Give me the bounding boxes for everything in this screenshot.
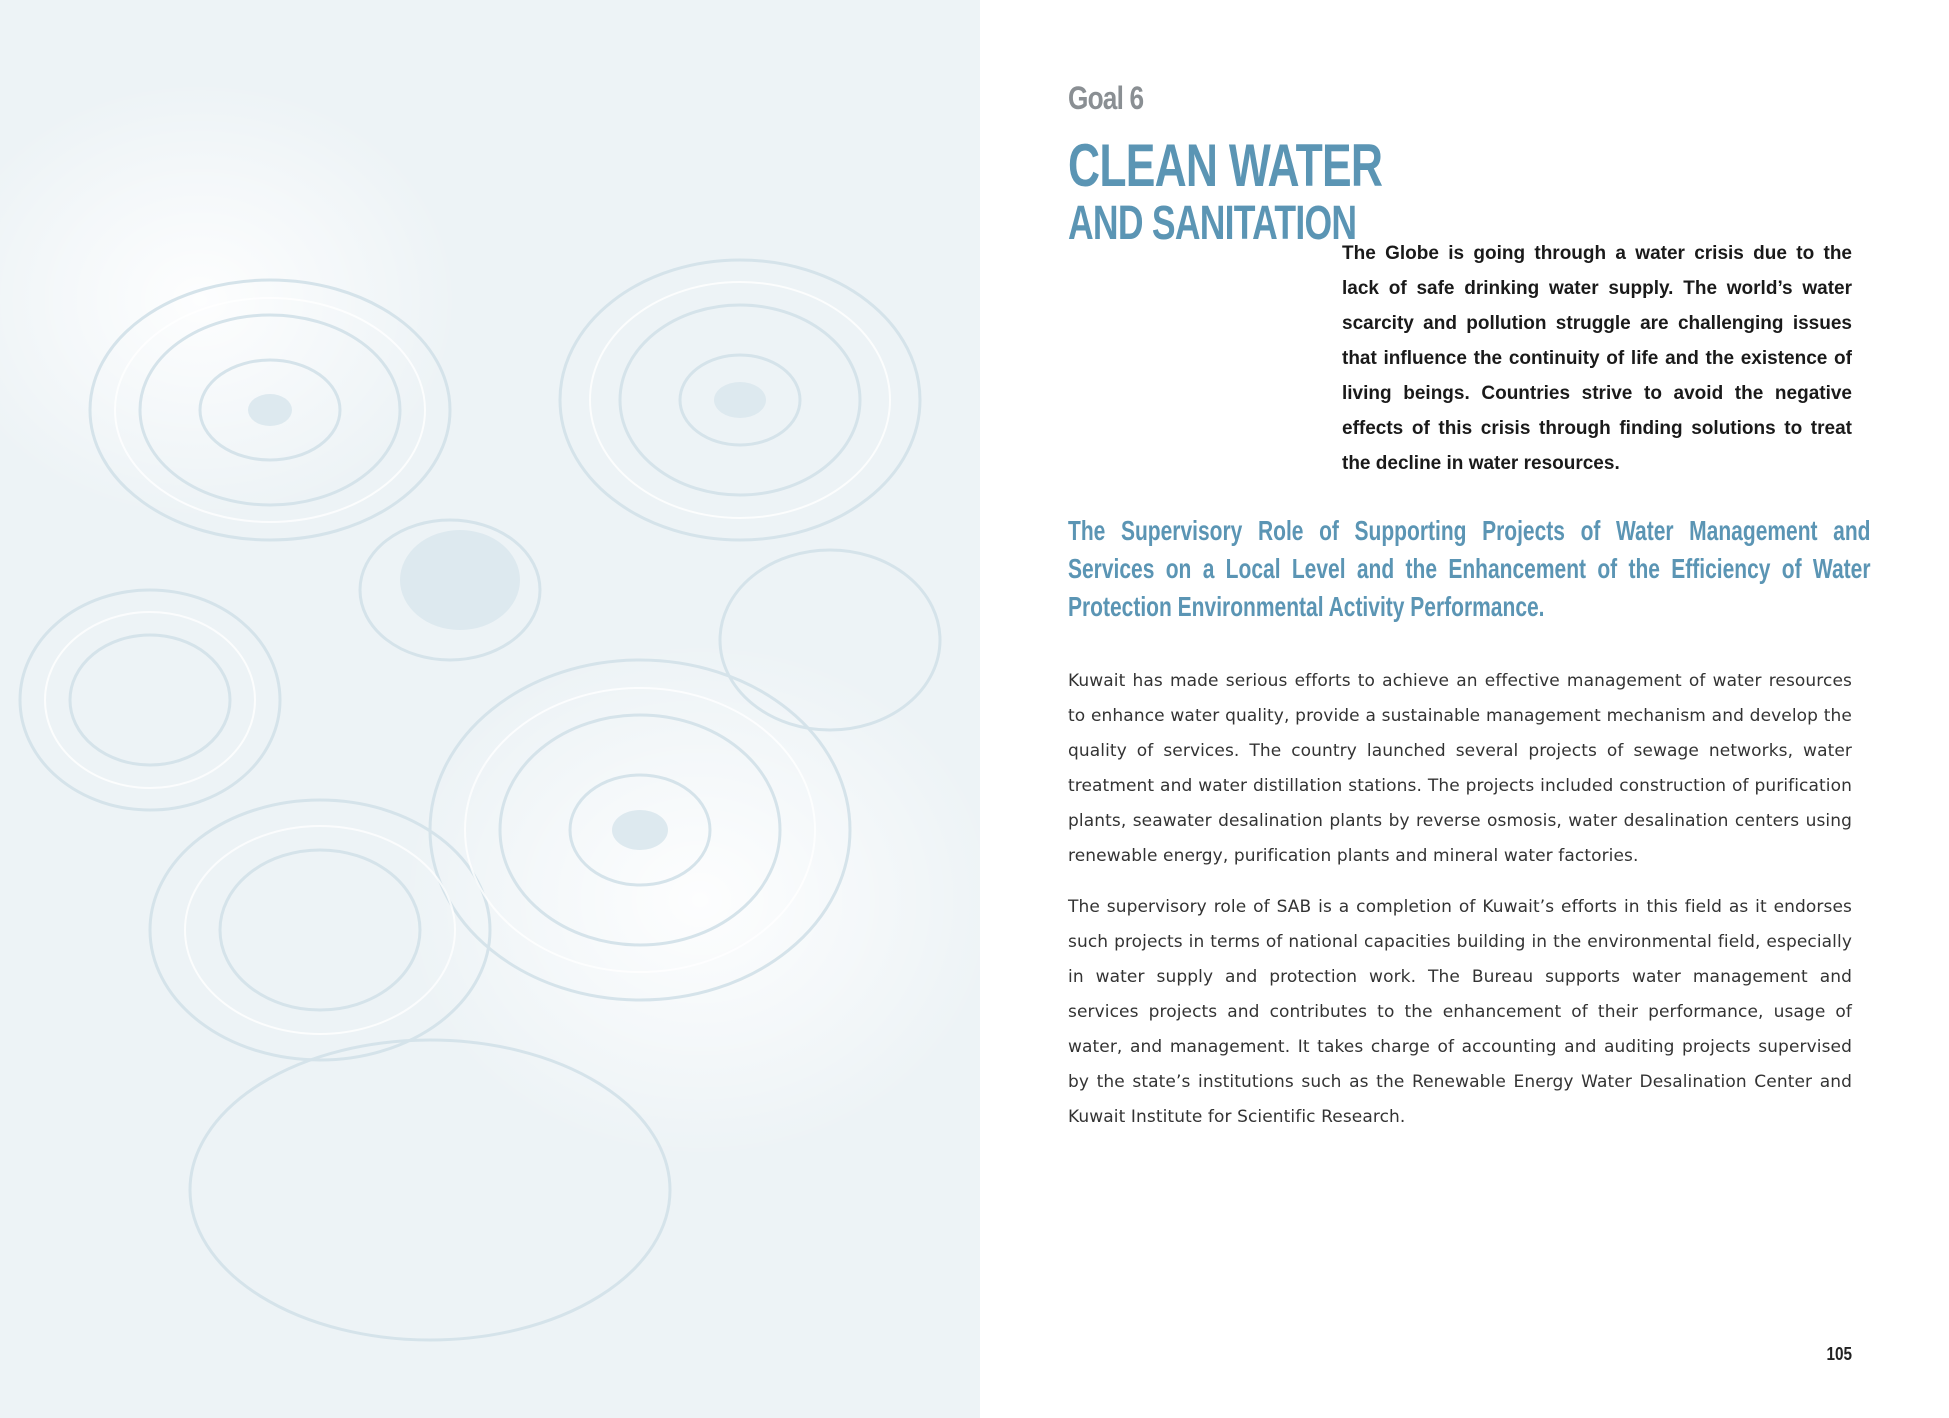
- page-title: [1068, 132, 1383, 250]
- goal-label: Goal 6: [1068, 80, 1144, 116]
- title-line-1: CLEAN WATER: [1068, 132, 1383, 199]
- intro-paragraph: The Globe is going through a water crisis due to the lack of safe drinking water supply. The world’s water scarcity and pollution struggle are challenging issues that influence the continuity of life and the existence of living beings. Countries strive to avoid the negative effects of this crisis through finding solutions to treat the decline in water resources.: [1342, 243, 1852, 474]
- body-paragraph-2: The supervisory role of SAB is a completion of Kuwait’s efforts in this field as it endorses such projects in terms of national capacities building in the environmental field, especially in water supply and protection work. The Bureau supports water management and services projects and contributes to the enhancement of their performance, usage of water, and management. It takes charge of accounting and auditing projects supervised by the state’s institutions such as the Renewable Energy Water Desalination Center and Kuwait Institute for Scientific Research.: [1068, 897, 1852, 1127]
- title-line-2: AND SANITATION: [1068, 197, 1357, 250]
- text-page: [980, 0, 1949, 1418]
- section-subheading: The Supervisory Role of Supporting Projects of Water Management and Services on a Local Level and the Enhancement of the Efficiency of Water Protection Environmental Activity Performance.: [1068, 515, 1871, 622]
- page-number: 105: [1826, 1344, 1852, 1364]
- body-paragraph-1: Kuwait has made serious efforts to achieve an effective management of water resources to enhance water quality, provide a sustainable management mechanism and develop the quality of services. The country launched several projects of sewage networks, water treatment and water distillation stations. The projects included construction of purification plants, seawater desalination plants by reverse osmosis, water desalination centers using renewable energy, purification plants and mineral water factories.: [1068, 671, 1852, 866]
